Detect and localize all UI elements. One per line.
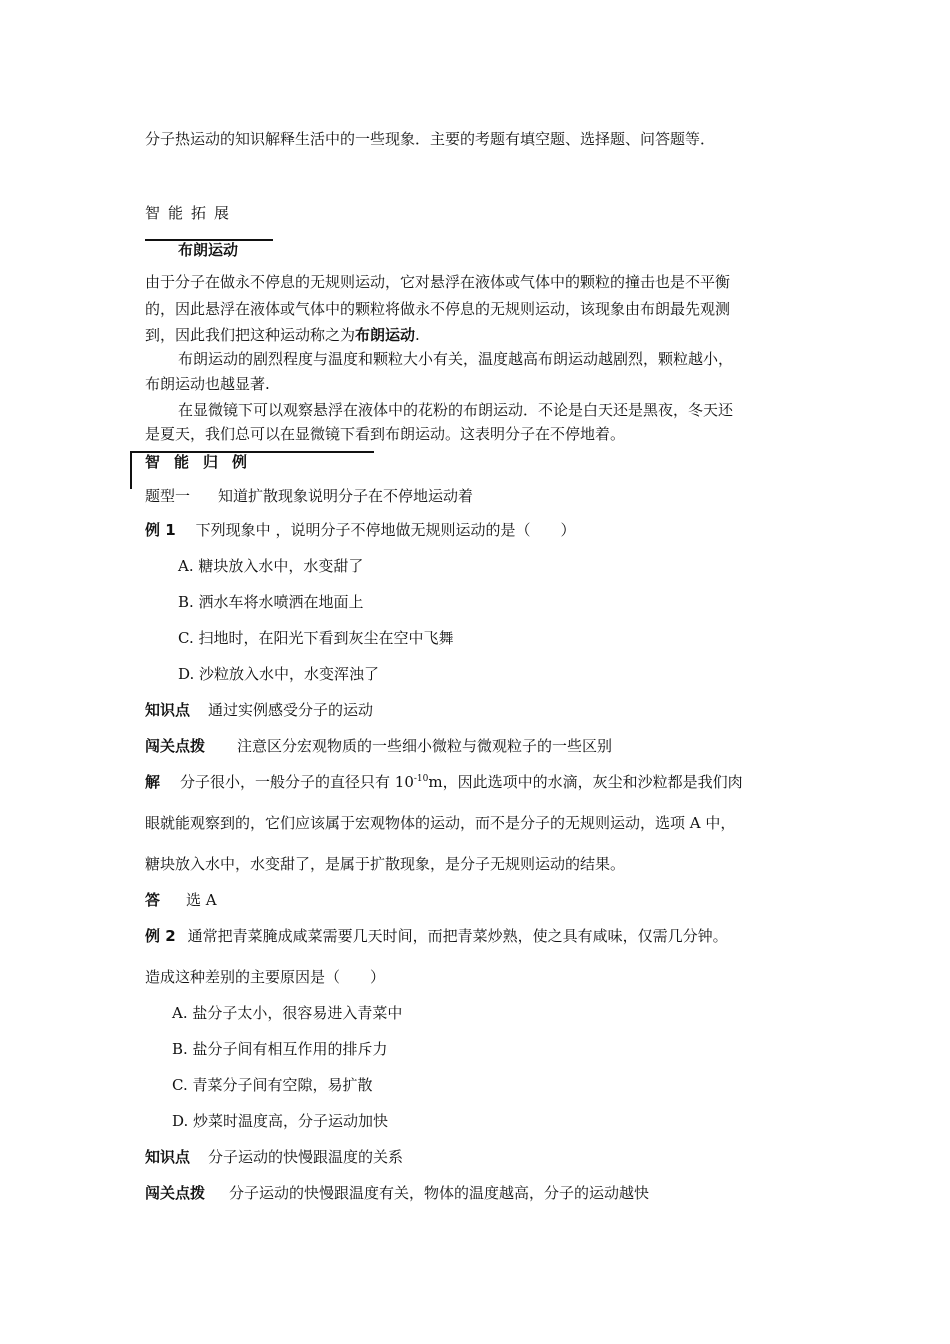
example-1-option-d: D. 沙粒放入水中，水变浑浊了 <box>178 665 380 683</box>
example-2-option-a: A. 盐分子太小，很容易进入青菜中 <box>172 1004 403 1022</box>
example-1-option-a: A. 糖块放入水中，水变甜了 <box>178 557 364 575</box>
example-2-option-b: B. 盐分子间有相互作用的排斥力 <box>172 1040 388 1058</box>
paragraph-1-line-3: 到，因此我们把这种运动称之为布朗运动. <box>145 326 420 344</box>
example-1-answer: 答 选 A <box>145 891 217 909</box>
example-1-solution-line-2: 眼就能观察到的，它们应该属于宏观物体的运动，而不是分子的无规则运动，选项 A 中， <box>145 814 736 832</box>
example-1-solution-line-3: 糖块放入水中，水变甜了，是属于扩散现象，是分子无规则运动的结果。 <box>145 855 626 873</box>
example-2-knowledge: 知识点 分子运动的快慢跟温度的关系 <box>145 1148 404 1166</box>
section-heading-extension: 智能拓展 <box>145 204 238 222</box>
example-1-solution-line-1: 解 分子很小，一般分子的直径只有 $10^{-10}m$，因此选项中的水滴，灰尘和沙粒都是我们肉 <box>145 773 743 791</box>
paragraph-2-line-2: 布朗运动也越显著. <box>145 375 270 393</box>
example-1-option-b: B. 洒水车将水喷洒在地面上 <box>178 593 364 611</box>
paragraph-3-line-1: 在显微镜下可以观察悬浮在液体中的花粉的布朗运动．不论是白天还是黑夜，冬天还 <box>178 401 734 419</box>
example-1-option-c: C. 扫地时，在阳光下看到灰尘在空中飞舞 <box>178 629 454 647</box>
example-2-tip: 闯关点拨 分子运动的快慢跟温度有关，物体的温度越高，分子的运动越快 <box>145 1184 650 1202</box>
example-2-option-c: C. 青菜分子间有空隙，易扩散 <box>172 1076 373 1094</box>
intro-text: 分子热运动的知识解释生活中的一些现象．主要的考题有填空题、选择题、问答题等． <box>145 130 716 148</box>
question-type-line: 题型一 知道扩散现象说明分子在不停地运动着 <box>145 487 474 505</box>
paragraph-2-line-1: 布朗运动的剧烈程度与温度和颗粒大小有关，温度越高布朗运动越剧烈，颗粒越小， <box>178 350 734 368</box>
example-1-knowledge: 知识点 通过实例感受分子的运动 <box>145 701 374 719</box>
paragraph-1-line-2: 的，因此悬浮在液体或气体中的颗粒将做永不停息的无规则运动，该现象由布朗最先观测 <box>145 300 731 318</box>
example-2-option-d: D. 炒菜时温度高，分子运动加快 <box>172 1112 389 1130</box>
example-2-question: 例 2 通常把青菜腌成咸菜需要几天时间，而把青菜炒熟，使之具有咸味，仅需几分钟。 <box>145 927 728 945</box>
example-2-question-2: 造成这种差别的主要原因是（ ） <box>145 968 386 986</box>
bold-term: 布朗运动 <box>355 326 416 344</box>
example-1-tip: 闯关点拨 注意区分宏观物质的一些细小微粒与微观粒子的一些区别 <box>145 737 613 755</box>
example-1-question: 例 1 下列现象中 ，说明分子不停地做无规则运动的是（ ） <box>145 521 576 539</box>
paragraph-1-line-1: 由于分子在做永不停息的无规则运动，它对悬浮在液体或气体中的颗粒的撞击也是不平衡 <box>145 273 731 291</box>
paragraph-3-line-2: 是夏天，我们总可以在显微镜下看到布朗运动。这表明分子在不停地着。 <box>145 425 626 443</box>
heading-rule <box>145 239 273 241</box>
subheading-brownian-motion: 布朗运动 <box>178 241 239 259</box>
section-rule-left <box>130 451 132 489</box>
section-heading-examples: 智能归例 <box>145 453 262 471</box>
